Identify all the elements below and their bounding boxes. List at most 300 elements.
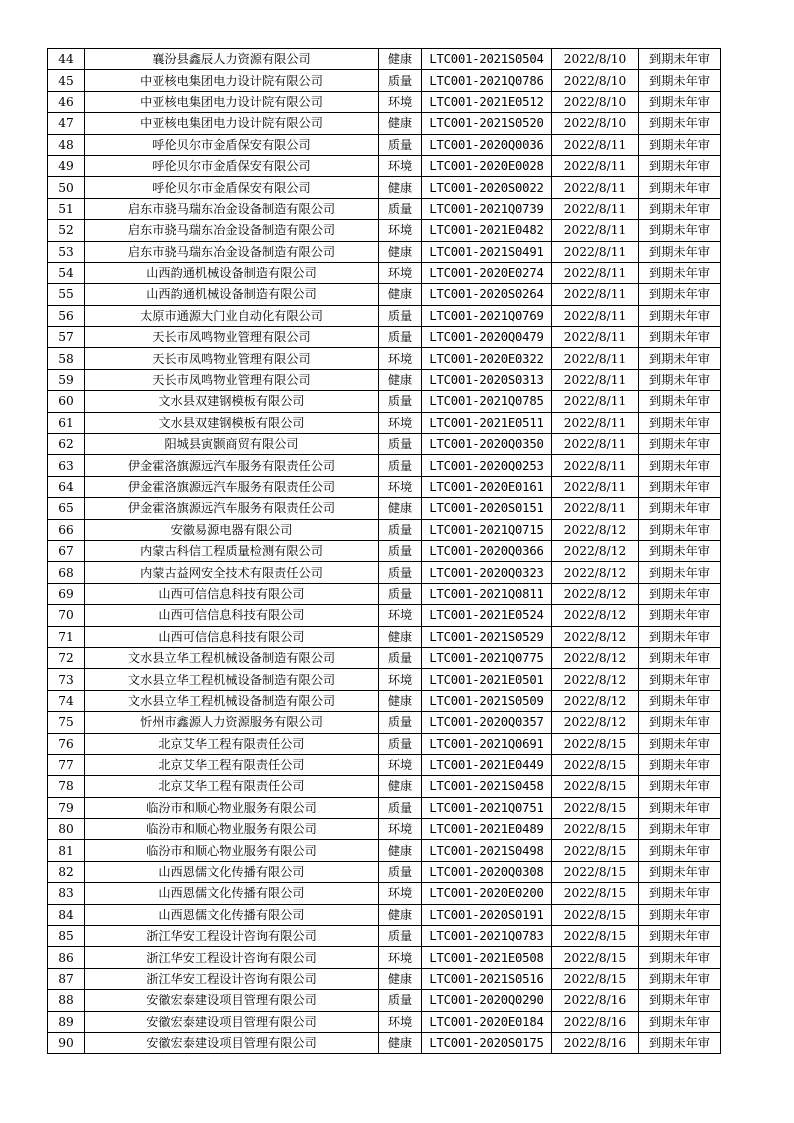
company-name: 内蒙古益网安全技术有限责任公司 (85, 562, 379, 583)
table-row (48, 562, 721, 583)
company-name: 天长市凤鸣物业管理有限公司 (85, 348, 379, 369)
row-number: 62 (48, 434, 85, 455)
system-type: 健康 (379, 498, 422, 519)
due-date: 2022/8/11 (552, 391, 639, 412)
table-row (48, 70, 721, 91)
certificate-number: LTC001-2021S0516 (422, 968, 552, 989)
certificate-number: LTC001-2020E0322 (422, 348, 552, 369)
company-name: 伊金霍洛旗源远汽车服务有限责任公司 (85, 455, 379, 476)
table-row (48, 412, 721, 433)
due-date: 2022/8/12 (552, 583, 639, 604)
row-number: 74 (48, 690, 85, 711)
table-row (48, 134, 721, 155)
table-row (48, 819, 721, 840)
certificate-number: LTC001-2021E0524 (422, 605, 552, 626)
system-type: 环境 (379, 220, 422, 241)
row-number: 84 (48, 904, 85, 925)
company-name: 呼伦贝尔市金盾保安有限公司 (85, 134, 379, 155)
due-date: 2022/8/11 (552, 327, 639, 348)
system-type: 质量 (379, 134, 422, 155)
certificate-number: LTC001-2020S0264 (422, 284, 552, 305)
certificate-number: LTC001-2020Q0290 (422, 990, 552, 1011)
system-type: 健康 (379, 1032, 422, 1053)
due-date: 2022/8/15 (552, 947, 639, 968)
company-name: 文水县立华工程机械设备制造有限公司 (85, 690, 379, 711)
table-row (48, 583, 721, 604)
system-type: 质量 (379, 647, 422, 668)
row-number: 47 (48, 113, 85, 134)
row-number: 45 (48, 70, 85, 91)
certificate-number: LTC001-2020Q0357 (422, 712, 552, 733)
certificate-number: LTC001-2020Q0350 (422, 434, 552, 455)
company-name: 内蒙古科信工程质量检测有限公司 (85, 540, 379, 561)
company-name: 临汾市和顺心物业服务有限公司 (85, 819, 379, 840)
row-number: 70 (48, 605, 85, 626)
company-name: 山西韵通机械设备制造有限公司 (85, 284, 379, 305)
company-name: 文水县立华工程机械设备制造有限公司 (85, 647, 379, 668)
certificate-number: LTC001-2020Q0366 (422, 540, 552, 561)
system-type: 环境 (379, 883, 422, 904)
table-row (48, 241, 721, 262)
row-number: 49 (48, 155, 85, 176)
due-date: 2022/8/15 (552, 776, 639, 797)
system-type: 健康 (379, 284, 422, 305)
audit-status: 到期未年审 (639, 926, 721, 947)
due-date: 2022/8/15 (552, 733, 639, 754)
audit-status: 到期未年审 (639, 883, 721, 904)
due-date: 2022/8/11 (552, 284, 639, 305)
row-number: 87 (48, 968, 85, 989)
system-type: 质量 (379, 391, 422, 412)
company-name: 襄汾县鑫辰人力资源有限公司 (85, 49, 379, 70)
certificate-number: LTC001-2020E0200 (422, 883, 552, 904)
company-name: 安徽宏泰建设项目管理有限公司 (85, 1011, 379, 1032)
row-number: 54 (48, 262, 85, 283)
certificate-number: LTC001-2021Q0739 (422, 198, 552, 219)
table-row (48, 155, 721, 176)
certificate-number: LTC001-2020E0028 (422, 155, 552, 176)
row-number: 64 (48, 476, 85, 497)
due-date: 2022/8/11 (552, 348, 639, 369)
certificate-number: LTC001-2021Q0751 (422, 797, 552, 818)
table-row (48, 968, 721, 989)
audit-status: 到期未年审 (639, 49, 721, 70)
company-name: 启东市骁马瑞东冶金设备制造有限公司 (85, 220, 379, 241)
row-number: 77 (48, 754, 85, 775)
company-name: 文水县立华工程机械设备制造有限公司 (85, 669, 379, 690)
table-row (48, 49, 721, 70)
company-name: 伊金霍洛旗源远汽车服务有限责任公司 (85, 498, 379, 519)
table-row (48, 733, 721, 754)
audit-status: 到期未年审 (639, 198, 721, 219)
table-row (48, 91, 721, 112)
row-number: 78 (48, 776, 85, 797)
audit-status: 到期未年审 (639, 70, 721, 91)
due-date: 2022/8/12 (552, 712, 639, 733)
company-name: 临汾市和顺心物业服务有限公司 (85, 840, 379, 861)
table-row (48, 305, 721, 326)
due-date: 2022/8/11 (552, 198, 639, 219)
company-name: 安徽易源电器有限公司 (85, 519, 379, 540)
system-type: 质量 (379, 990, 422, 1011)
certificate-number: LTC001-2021S0498 (422, 840, 552, 861)
certificate-number: LTC001-2020S0022 (422, 177, 552, 198)
system-type: 质量 (379, 455, 422, 476)
certificate-number: LTC001-2020Q0308 (422, 861, 552, 882)
certificate-number: LTC001-2021E0508 (422, 947, 552, 968)
due-date: 2022/8/12 (552, 690, 639, 711)
row-number: 57 (48, 327, 85, 348)
certificate-number: LTC001-2020Q0323 (422, 562, 552, 583)
row-number: 88 (48, 990, 85, 1011)
certificate-number: LTC001-2021E0482 (422, 220, 552, 241)
audit-status: 到期未年审 (639, 840, 721, 861)
certificate-number: LTC001-2020S0151 (422, 498, 552, 519)
company-name: 山西恩儒文化传播有限公司 (85, 861, 379, 882)
audit-status: 到期未年审 (639, 733, 721, 754)
audit-status: 到期未年审 (639, 519, 721, 540)
system-type: 环境 (379, 155, 422, 176)
certificate-number: LTC001-2021E0511 (422, 412, 552, 433)
system-type: 质量 (379, 712, 422, 733)
system-type: 健康 (379, 904, 422, 925)
company-name: 北京艾华工程有限责任公司 (85, 733, 379, 754)
due-date: 2022/8/11 (552, 412, 639, 433)
company-name: 太原市通源大门业自动化有限公司 (85, 305, 379, 326)
audit-status: 到期未年审 (639, 776, 721, 797)
table-row (48, 455, 721, 476)
table-row (48, 1011, 721, 1032)
due-date: 2022/8/15 (552, 904, 639, 925)
due-date: 2022/8/11 (552, 155, 639, 176)
audit-status: 到期未年审 (639, 1011, 721, 1032)
certificate-number: LTC001-2021Q0786 (422, 70, 552, 91)
company-name: 呼伦贝尔市金盾保安有限公司 (85, 155, 379, 176)
row-number: 75 (48, 712, 85, 733)
audit-status: 到期未年审 (639, 348, 721, 369)
row-number: 81 (48, 840, 85, 861)
due-date: 2022/8/11 (552, 434, 639, 455)
certificate-number: LTC001-2021Q0715 (422, 519, 552, 540)
certificate-number: LTC001-2020E0184 (422, 1011, 552, 1032)
table-row (48, 626, 721, 647)
row-number: 63 (48, 455, 85, 476)
audit-status: 到期未年审 (639, 284, 721, 305)
table-row (48, 1032, 721, 1053)
due-date: 2022/8/15 (552, 819, 639, 840)
company-name: 山西恩儒文化传播有限公司 (85, 904, 379, 925)
due-date: 2022/8/15 (552, 797, 639, 818)
certificate-number: LTC001-2021S0504 (422, 49, 552, 70)
row-number: 58 (48, 348, 85, 369)
company-name: 伊金霍洛旗源远汽车服务有限责任公司 (85, 476, 379, 497)
certificate-number: LTC001-2021Q0691 (422, 733, 552, 754)
due-date: 2022/8/11 (552, 369, 639, 390)
row-number: 56 (48, 305, 85, 326)
certificate-number: LTC001-2021E0512 (422, 91, 552, 112)
certificate-number: LTC001-2021E0489 (422, 819, 552, 840)
company-name: 忻州市鑫源人力资源服务有限公司 (85, 712, 379, 733)
table-row (48, 391, 721, 412)
audit-status: 到期未年审 (639, 797, 721, 818)
row-number: 52 (48, 220, 85, 241)
company-name: 临汾市和顺心物业服务有限公司 (85, 797, 379, 818)
company-name: 中亚核电集团电力设计院有限公司 (85, 91, 379, 112)
audit-status: 到期未年审 (639, 113, 721, 134)
due-date: 2022/8/16 (552, 1032, 639, 1053)
audit-status: 到期未年审 (639, 391, 721, 412)
system-type: 环境 (379, 754, 422, 775)
table-row (48, 434, 721, 455)
table-row (48, 712, 721, 733)
table-row (48, 498, 721, 519)
system-type: 健康 (379, 113, 422, 134)
due-date: 2022/8/10 (552, 91, 639, 112)
system-type: 环境 (379, 669, 422, 690)
table-row (48, 113, 721, 134)
due-date: 2022/8/11 (552, 476, 639, 497)
table-row (48, 519, 721, 540)
table-row (48, 690, 721, 711)
row-number: 67 (48, 540, 85, 561)
row-number: 79 (48, 797, 85, 818)
row-number: 60 (48, 391, 85, 412)
system-type: 质量 (379, 198, 422, 219)
company-name: 浙江华安工程设计咨询有限公司 (85, 968, 379, 989)
due-date: 2022/8/12 (552, 540, 639, 561)
table-row (48, 284, 721, 305)
system-type: 健康 (379, 626, 422, 647)
table-row (48, 198, 721, 219)
table-row (48, 262, 721, 283)
audit-status: 到期未年审 (639, 990, 721, 1011)
certificate-number: LTC001-2021E0501 (422, 669, 552, 690)
certificate-number: LTC001-2021Q0769 (422, 305, 552, 326)
company-name: 天长市凤鸣物业管理有限公司 (85, 327, 379, 348)
audit-status: 到期未年审 (639, 262, 721, 283)
table-row (48, 348, 721, 369)
table-row (48, 647, 721, 668)
company-name: 浙江华安工程设计咨询有限公司 (85, 947, 379, 968)
row-number: 69 (48, 583, 85, 604)
company-name: 山西可信信息科技有限公司 (85, 605, 379, 626)
system-type: 健康 (379, 690, 422, 711)
due-date: 2022/8/11 (552, 220, 639, 241)
row-number: 90 (48, 1032, 85, 1053)
system-type: 环境 (379, 947, 422, 968)
audit-status: 到期未年审 (639, 327, 721, 348)
system-type: 环境 (379, 819, 422, 840)
row-number: 73 (48, 669, 85, 690)
certificate-number: LTC001-2021Q0811 (422, 583, 552, 604)
system-type: 质量 (379, 519, 422, 540)
company-name: 山西恩儒文化传播有限公司 (85, 883, 379, 904)
certificate-number: LTC001-2021Q0775 (422, 647, 552, 668)
system-type: 质量 (379, 733, 422, 754)
audit-status: 到期未年审 (639, 754, 721, 775)
audit-status: 到期未年审 (639, 412, 721, 433)
system-type: 质量 (379, 583, 422, 604)
audit-status: 到期未年审 (639, 91, 721, 112)
table-row (48, 540, 721, 561)
audit-status: 到期未年审 (639, 177, 721, 198)
table-row (48, 220, 721, 241)
certificate-number: LTC001-2021S0520 (422, 113, 552, 134)
audit-status: 到期未年审 (639, 626, 721, 647)
audit-status: 到期未年审 (639, 712, 721, 733)
certificate-number: LTC001-2021Q0783 (422, 926, 552, 947)
certificate-number: LTC001-2021Q0785 (422, 391, 552, 412)
company-name: 浙江华安工程设计咨询有限公司 (85, 926, 379, 947)
certificate-number: LTC001-2020S0175 (422, 1032, 552, 1053)
due-date: 2022/8/10 (552, 113, 639, 134)
due-date: 2022/8/15 (552, 883, 639, 904)
due-date: 2022/8/10 (552, 49, 639, 70)
system-type: 健康 (379, 776, 422, 797)
row-number: 48 (48, 134, 85, 155)
row-number: 65 (48, 498, 85, 519)
table-row (48, 327, 721, 348)
row-number: 59 (48, 369, 85, 390)
table-row (48, 605, 721, 626)
certificate-number: LTC001-2020S0191 (422, 904, 552, 925)
certificate-number: LTC001-2020S0313 (422, 369, 552, 390)
table-row (48, 754, 721, 775)
system-type: 健康 (379, 369, 422, 390)
company-name: 文水县双建钢模板有限公司 (85, 391, 379, 412)
audit-status: 到期未年审 (639, 819, 721, 840)
due-date: 2022/8/15 (552, 926, 639, 947)
audit-status: 到期未年审 (639, 647, 721, 668)
audit-status: 到期未年审 (639, 968, 721, 989)
system-type: 健康 (379, 49, 422, 70)
table-row (48, 797, 721, 818)
audit-status: 到期未年审 (639, 583, 721, 604)
system-type: 质量 (379, 70, 422, 91)
system-type: 质量 (379, 926, 422, 947)
audit-status: 到期未年审 (639, 1032, 721, 1053)
audit-status: 到期未年审 (639, 305, 721, 326)
due-date: 2022/8/12 (552, 647, 639, 668)
system-type: 环境 (379, 348, 422, 369)
due-date: 2022/8/11 (552, 498, 639, 519)
table-row (48, 926, 721, 947)
company-name: 安徽宏泰建设项目管理有限公司 (85, 990, 379, 1011)
row-number: 68 (48, 562, 85, 583)
company-name: 北京艾华工程有限责任公司 (85, 776, 379, 797)
system-type: 质量 (379, 861, 422, 882)
due-date: 2022/8/15 (552, 968, 639, 989)
row-number: 80 (48, 819, 85, 840)
company-name: 启东市骁马瑞东冶金设备制造有限公司 (85, 241, 379, 262)
audit-status: 到期未年审 (639, 434, 721, 455)
audit-status: 到期未年审 (639, 861, 721, 882)
certificate-number: LTC001-2021E0449 (422, 754, 552, 775)
company-name: 文水县双建钢模板有限公司 (85, 412, 379, 433)
system-type: 质量 (379, 797, 422, 818)
row-number: 85 (48, 926, 85, 947)
audit-status: 到期未年审 (639, 134, 721, 155)
table-row (48, 904, 721, 925)
due-date: 2022/8/11 (552, 134, 639, 155)
row-number: 82 (48, 861, 85, 882)
system-type: 环境 (379, 262, 422, 283)
certificate-number: LTC001-2021S0529 (422, 626, 552, 647)
company-name: 山西可信信息科技有限公司 (85, 626, 379, 647)
audit-status: 到期未年审 (639, 498, 721, 519)
audit-status: 到期未年审 (639, 369, 721, 390)
table-row (48, 776, 721, 797)
due-date: 2022/8/10 (552, 70, 639, 91)
system-type: 环境 (379, 91, 422, 112)
due-date: 2022/8/16 (552, 1011, 639, 1032)
certificate-number: LTC001-2021S0458 (422, 776, 552, 797)
certificate-number: LTC001-2021S0491 (422, 241, 552, 262)
table-row (48, 883, 721, 904)
table-body (48, 49, 721, 1054)
due-date: 2022/8/15 (552, 754, 639, 775)
row-number: 61 (48, 412, 85, 433)
system-type: 质量 (379, 562, 422, 583)
due-date: 2022/8/16 (552, 990, 639, 1011)
row-number: 86 (48, 947, 85, 968)
audit-status: 到期未年审 (639, 947, 721, 968)
company-name: 安徽宏泰建设项目管理有限公司 (85, 1032, 379, 1053)
row-number: 53 (48, 241, 85, 262)
audit-status: 到期未年审 (639, 669, 721, 690)
audit-status: 到期未年审 (639, 155, 721, 176)
table-row (48, 669, 721, 690)
certificate-number: LTC001-2020Q0253 (422, 455, 552, 476)
system-type: 健康 (379, 177, 422, 198)
table-row (48, 476, 721, 497)
company-name: 阳城县寅颢商贸有限公司 (85, 434, 379, 455)
due-date: 2022/8/15 (552, 861, 639, 882)
row-number: 46 (48, 91, 85, 112)
row-number: 89 (48, 1011, 85, 1032)
certificate-table (47, 48, 721, 1054)
audit-status: 到期未年审 (639, 540, 721, 561)
system-type: 质量 (379, 540, 422, 561)
company-name: 山西韵通机械设备制造有限公司 (85, 262, 379, 283)
row-number: 71 (48, 626, 85, 647)
system-type: 质量 (379, 305, 422, 326)
system-type: 环境 (379, 605, 422, 626)
audit-status: 到期未年审 (639, 690, 721, 711)
due-date: 2022/8/11 (552, 305, 639, 326)
row-number: 66 (48, 519, 85, 540)
audit-status: 到期未年审 (639, 605, 721, 626)
system-type: 质量 (379, 327, 422, 348)
due-date: 2022/8/11 (552, 455, 639, 476)
company-name: 北京艾华工程有限责任公司 (85, 754, 379, 775)
system-type: 健康 (379, 840, 422, 861)
audit-status: 到期未年审 (639, 241, 721, 262)
due-date: 2022/8/12 (552, 562, 639, 583)
table-row (48, 177, 721, 198)
certificate-number: LTC001-2021S0509 (422, 690, 552, 711)
certificate-number: LTC001-2020Q0036 (422, 134, 552, 155)
due-date: 2022/8/12 (552, 605, 639, 626)
table-row (48, 947, 721, 968)
system-type: 环境 (379, 1011, 422, 1032)
due-date: 2022/8/12 (552, 669, 639, 690)
company-name: 启东市骁马瑞东冶金设备制造有限公司 (85, 198, 379, 219)
system-type: 健康 (379, 241, 422, 262)
row-number: 83 (48, 883, 85, 904)
certificate-number: LTC001-2020E0161 (422, 476, 552, 497)
row-number: 50 (48, 177, 85, 198)
